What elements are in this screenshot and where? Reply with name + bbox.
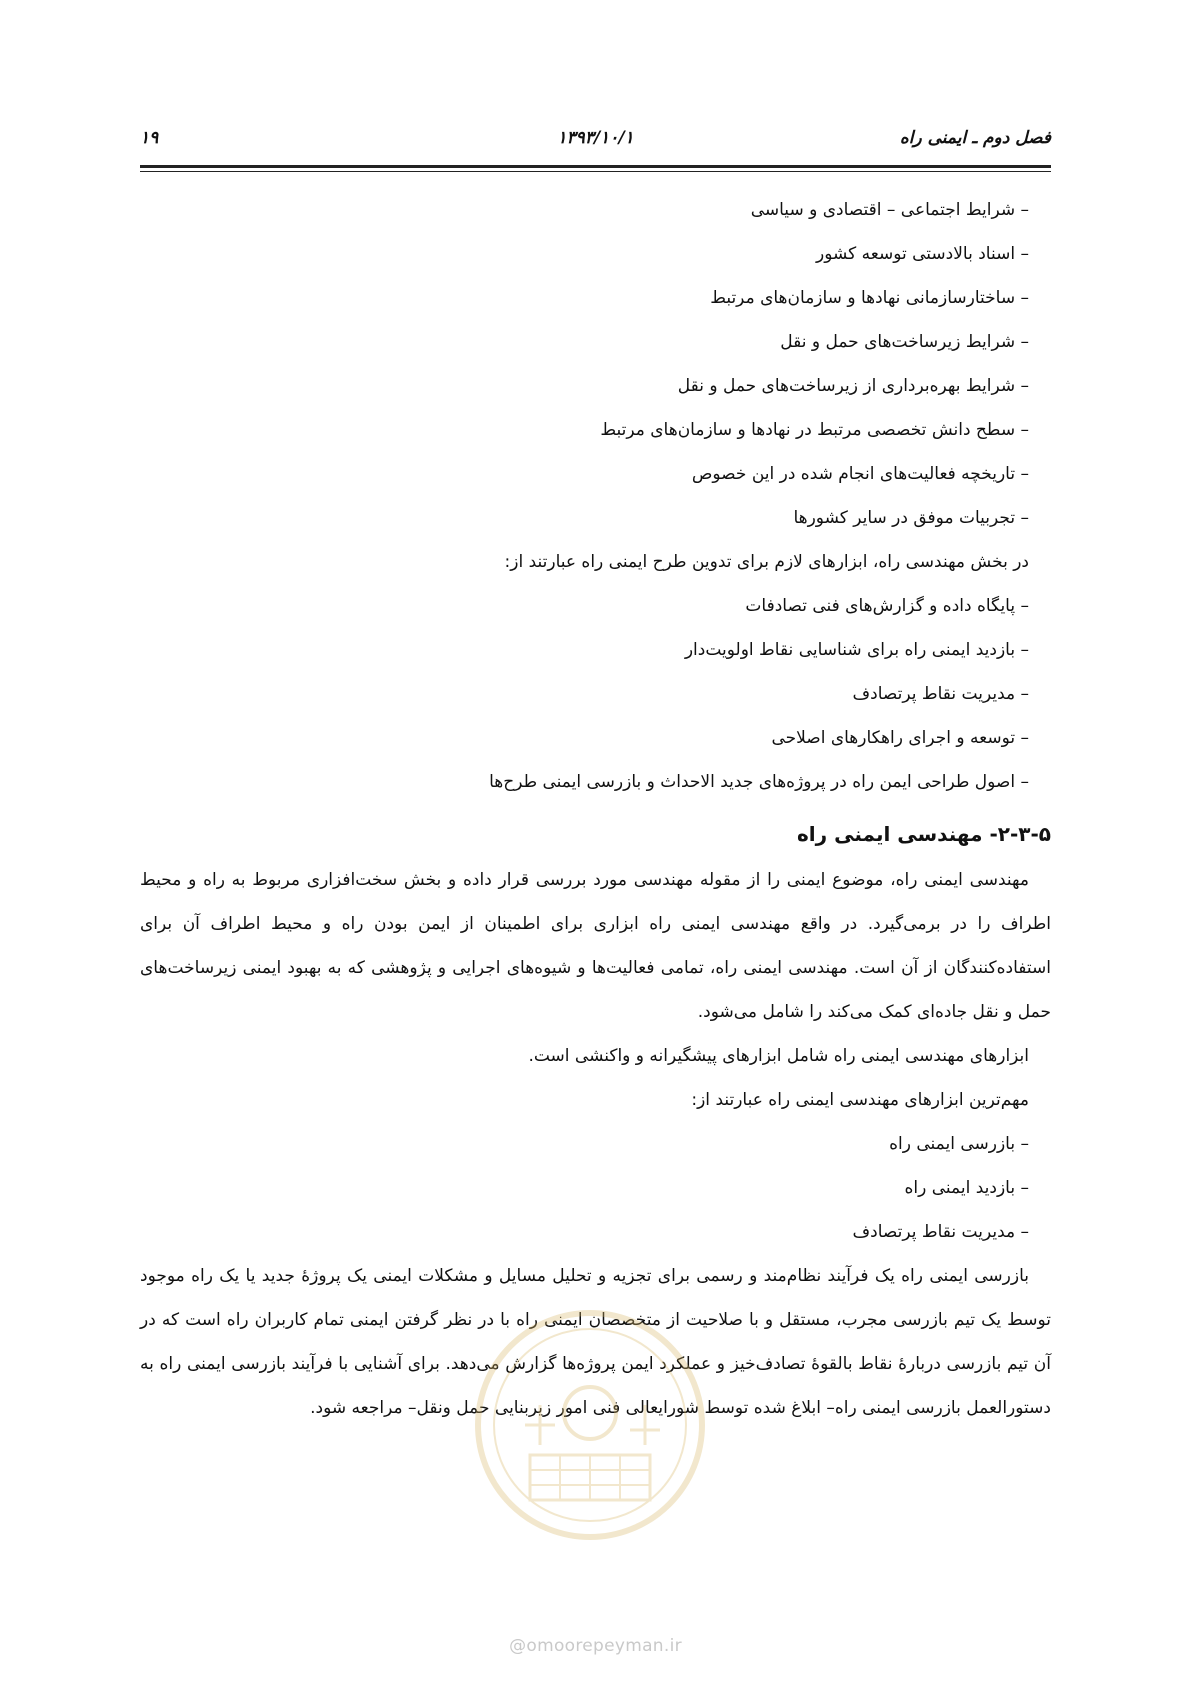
list-item: – تاریخچه فعالیت‌های انجام شده در این خصوص bbox=[691, 464, 1029, 484]
list-item: – اصول طراحی ایمن راه در پروژه‌های جدید الاحداث و بازرسی ایمنی طرح‌ها bbox=[489, 772, 1029, 792]
header-rule-thick bbox=[140, 165, 1051, 168]
page-header bbox=[140, 128, 1051, 154]
list-item: – شرایط زیرساخت‌های حمل و نقل bbox=[780, 332, 1029, 352]
list-item: – پایگاه داده و گزارش‌های فنی تصادفات bbox=[745, 596, 1029, 616]
section-title: مهندسی ایمنی راه bbox=[797, 822, 983, 846]
important-tools-sentence: مهم‌ترین ابزارهای مهندسی ایمنی راه عبارتند از: bbox=[691, 1090, 1029, 1110]
engineering-intro: در بخش مهندسی راه، ابزارهای لازم برای تدوین طرح ایمنی راه عبارتند از: bbox=[504, 552, 1029, 572]
chapter-title: فصل دوم ـ ایمنی راه bbox=[899, 128, 1051, 148]
list-item: – مدیریت نقاط پرتصادف bbox=[852, 684, 1029, 704]
watermark-url: @omoorepeyman.ir bbox=[509, 1636, 682, 1656]
list-item: – شرایط بهره‌برداری از زیرساخت‌های حمل و نقل bbox=[677, 376, 1029, 396]
tools-sentence: ابزارهای مهندسی ایمنی راه شامل ابزارهای پیشگیرانه و واکنشی است. bbox=[528, 1046, 1029, 1066]
section-number: ۲-۳-۵- bbox=[989, 822, 1051, 846]
list-item: – بازدید ایمنی راه برای شناسایی نقاط اولویت‌دار bbox=[684, 640, 1029, 660]
list-item: – سطح دانش تخصصی مرتبط در نهادها و سازمان‌های مرتبط bbox=[600, 420, 1029, 440]
list-item: – بازرسی ایمنی راه bbox=[889, 1134, 1029, 1154]
header-date: ۱۳۹۳/۱۰/۱ bbox=[557, 128, 634, 148]
list-item: – مدیریت نقاط پرتصادف bbox=[852, 1222, 1029, 1242]
header-rule-thin bbox=[140, 171, 1051, 172]
watermark-stamp-icon bbox=[470, 1305, 710, 1545]
page-number: ۱۹ bbox=[140, 128, 159, 148]
context-factors-list bbox=[140, 188, 1051, 540]
paragraph-audit: بازرسی ایمنی راه یک فرآیند نظام‌مند و رسمی برای تجزیه و تحلیل مسایل و مشکلات ایمنی یک پروژهٔ جدید یا یک راه موجود توسط یک تیم بازرسی مجرب، مستقل و با صلاحیت از متخصصان ایمنی راه با در نظر گرفتن ایمنی تمام کاربران راه است که در آن تیم بازرسی دربارهٔ نقاط بالقوهٔ تصادف‌خیز و عملکرد ایمن پروژه‌ها گزارش می‌دهد. برای آشنایی با فرآیند بازرسی ایمنی راه به دستورالعمل بازرسی ایمنی راه– ابلاغ شده توسط شورایعالی فنی امور زیربنایی حمل ونقل– مراجعه شود. bbox=[140, 1266, 1051, 1418]
list-item: – تجربیات موفق در سایر کشورها bbox=[793, 508, 1029, 528]
list-item: – شرایط اجتماعی – اقتصادی و سیاسی bbox=[750, 200, 1029, 220]
section-heading bbox=[140, 812, 1051, 856]
list-item: – توسعه و اجرای راهکارهای اصلاحی bbox=[771, 728, 1029, 748]
important-tools-list bbox=[140, 1122, 1051, 1254]
engineering-tools-list bbox=[140, 584, 1051, 804]
list-item: – اسناد بالادستی توسعه کشور bbox=[815, 244, 1029, 264]
list-item: – ساختارسازمانی نهادها و سازمان‌های مرتبط bbox=[710, 288, 1029, 308]
list-item: – بازدید ایمنی راه bbox=[904, 1178, 1029, 1198]
paragraph-intro: مهندسی ایمنی راه، موضوع ایمنی را از مقوله مهندسی مورد بررسی قرار داده و بخش سخت‌افزاری مربوط به راه و محیط اطراف را در برمی‌گیرد. در واقع مهندسی ایمنی راه ابزاری برای اطمینان از ایمن بودن راه و محیط اطراف آن برای استفاده‌کنندگان از آن است. مهندسی ایمنی راه، تمامی فعالیت‌ها و شیوه‌های اجرایی و پژوهشی که به بهبود ایمنی زیرساخت‌های حمل و نقل جاده‌ای کمک می‌کند را شامل می‌شود. bbox=[140, 870, 1051, 1022]
page-body bbox=[140, 188, 1051, 1430]
